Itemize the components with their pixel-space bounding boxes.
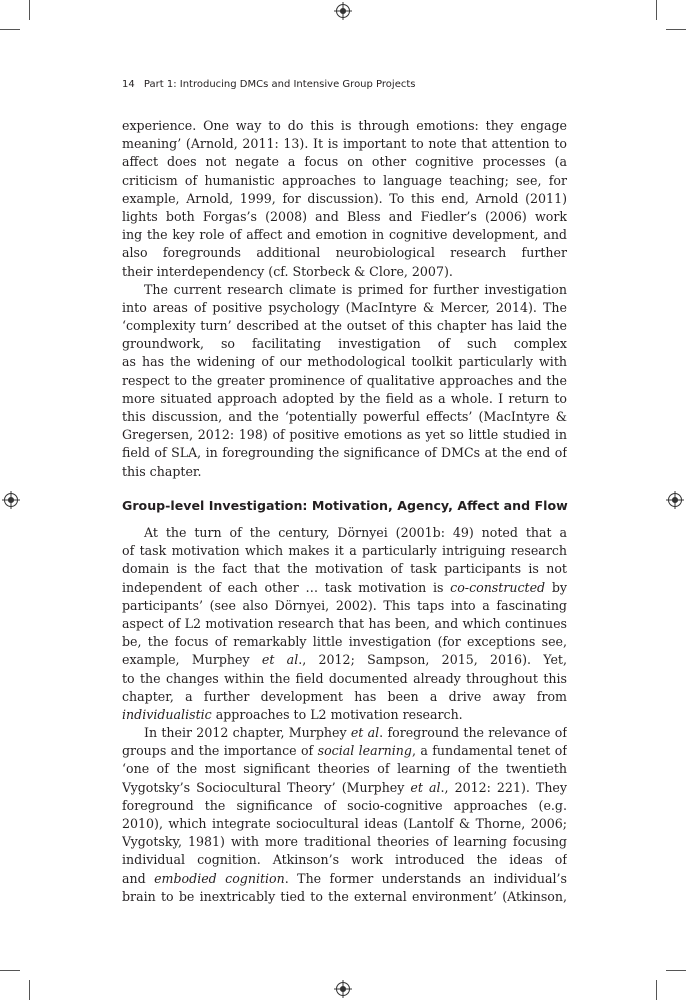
text-line: Vygotsky’s Sociocultural Theory’ (Murphey et al., 2012: 221). They <box>122 779 567 795</box>
text-line: and embodied cognition. The former understands an individual’s <box>122 870 567 886</box>
text-line: The current research climate is primed for further investigation <box>144 281 567 297</box>
text-line: groups and the importance of social learning, a fundamental tenet of <box>122 743 567 759</box>
text-line: ing the key role of affect and emotion in cognitive development, and <box>122 227 567 243</box>
text-line: of task motivation which makes it a particularly intriguing research <box>122 543 567 559</box>
text-line: example, Arnold, 1999, for discussion). To this end, Arnold (2011) <box>122 190 567 206</box>
text-line: as has the widening of our methodological toolkit particularly with <box>122 354 567 370</box>
text-line: be, the focus of remarkably little investigation (for exceptions see, <box>122 634 567 650</box>
text-line: In their 2012 chapter, Murphey et al. foreground the relevance of <box>144 725 567 741</box>
running-head-title: Part 1: Introducing DMCs and Intensive Group Projects <box>143 79 416 90</box>
body-text-section-2 <box>122 524 567 906</box>
text-line: Vygotsky, 1981) with more traditional theories of learning focusing <box>122 834 567 850</box>
text-line: this discussion, and the ‘potentially powerful effects’ (MacIntyre & <box>122 409 567 425</box>
text-line: chapter, a further development has been a drive away from <box>122 688 567 704</box>
crop-mark-bottom-left-h <box>0 970 20 971</box>
text-line: participants’ (see also Dörnyei, 2002). This taps into a fascinating <box>122 597 567 613</box>
section-heading: Group-level Investigation: Motivation, Agency, Affect and Flow <box>122 498 568 513</box>
text-line: groundwork, so facilitating investigation of such complex <box>122 336 567 352</box>
text-line: ‘complexity turn’ described at the outset of this chapter has laid the <box>122 318 567 334</box>
registration-mark-right-icon <box>668 493 682 507</box>
crop-mark-bottom-left <box>29 980 30 1000</box>
text-line: aspect of L2 motivation research that has been, and which continues <box>122 615 567 631</box>
crop-mark-top-right <box>656 0 657 20</box>
text-line: their interdependency (cf. Storbeck & Clore, 2007). <box>122 263 453 279</box>
registration-mark-top-icon <box>336 4 350 18</box>
text-line: respect to the greater prominence of qualitative approaches and the <box>122 372 567 388</box>
text-line: affect does not negate a focus on other cognitive processes (a <box>122 154 567 170</box>
text-line: to the changes within the field documented already throughout this <box>122 670 567 686</box>
text-line: 2010), which integrate sociocultural ideas (Lantolf & Thorne, 2006; <box>122 816 567 832</box>
crop-mark-bottom-right-h <box>666 970 686 971</box>
text-line: foreground the significance of socio-cognitive approaches (e.g. <box>122 797 567 813</box>
text-line: independent of each other … task motivation is co-constructed by <box>122 579 567 595</box>
body-text-section-1 <box>122 117 567 481</box>
text-line: Gregersen, 2012: 198) of positive emotions as yet so little studied in <box>122 427 567 443</box>
text-line: criticism of humanistic approaches to language teaching; see, for <box>122 172 567 188</box>
crop-mark-top-right-h <box>666 29 686 30</box>
text-line: meaning’ (Arnold, 2011: 13). It is important to note that attention to <box>122 136 567 152</box>
text-line: brain to be inextricably tied to the external environment’ (Atkinson, <box>122 888 567 904</box>
text-line: lights both Forgas’s (2008) and Bless and Fiedler’s (2006) work <box>122 208 567 224</box>
registration-mark-left-icon <box>4 493 18 507</box>
text-line: this chapter. <box>122 463 202 479</box>
running-head <box>122 79 415 90</box>
text-line: experience. One way to do this is through emotions: they engage <box>122 118 567 133</box>
text-line: into areas of positive psychology (MacIntyre & Mercer, 2014). The <box>122 299 567 315</box>
text-line: At the turn of the century, Dörnyei (2001b: 49) noted that a <box>144 525 567 540</box>
text-line: also foregrounds additional neurobiological research further <box>122 245 567 261</box>
text-line: domain is the fact that the motivation of task participants is not <box>122 561 567 577</box>
crop-mark-top-left-h <box>0 29 20 30</box>
text-line: individual cognition. Atkinson’s work introduced the ideas of <box>122 852 567 868</box>
text-line: individualistic approaches to L2 motivation research. <box>122 706 463 722</box>
text-line: more situated approach adopted by the field as a whole. I return to <box>122 390 567 406</box>
crop-mark-top-left <box>29 0 30 20</box>
page-number: 14 <box>122 79 135 90</box>
text-line: example, Murphey et al., 2012; Sampson, 2015, 2016). Yet, <box>122 652 567 668</box>
crop-mark-bottom-right <box>656 980 657 1000</box>
registration-mark-bottom-icon <box>336 982 350 996</box>
text-line: field of SLA, in foregrounding the significance of DMCs at the end of <box>122 445 567 461</box>
text-line: ‘one of the most significant theories of learning of the twentieth <box>122 761 567 777</box>
